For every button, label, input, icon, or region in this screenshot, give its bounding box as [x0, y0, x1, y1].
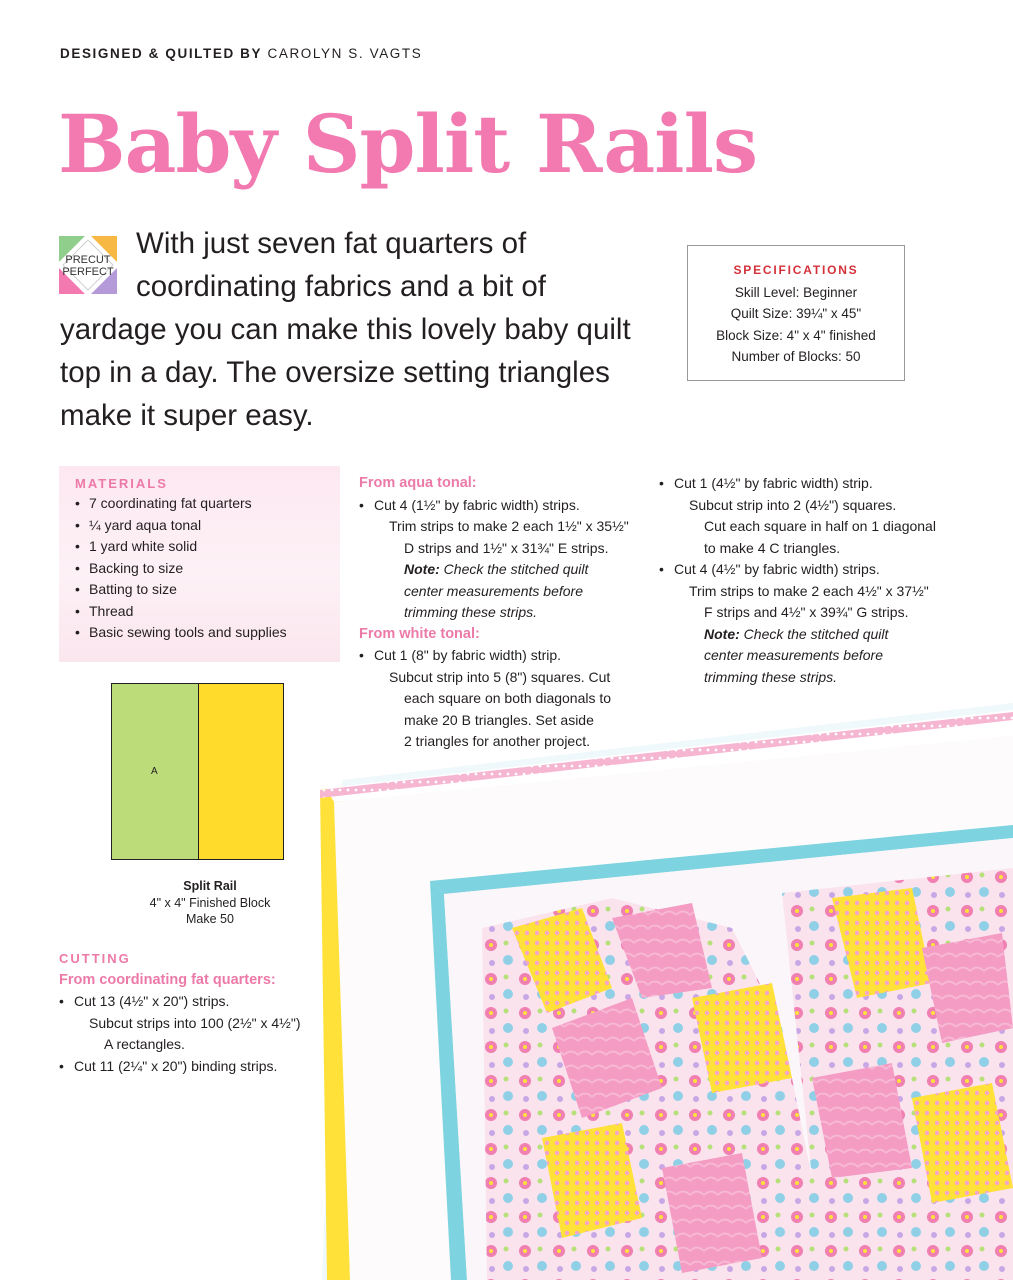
note-text: Check the stitched quilt — [443, 561, 589, 577]
col3-line-4: Trim strips to make 2 each 4½" x 37½" — [689, 582, 929, 599]
block-title: Split Rail — [183, 879, 237, 893]
aqua-note-1 — [359, 559, 659, 581]
list-item: • 1 yard white solid — [75, 536, 340, 558]
aqua-note-3: trimming these strips. — [404, 604, 538, 620]
white-line-2: each square on both diagonals to — [404, 690, 612, 706]
page-title: Baby Split Rails — [58, 97, 757, 191]
list-item: • Backing to size — [75, 558, 340, 580]
list-item: • 7 coordinating fat quarters — [75, 493, 340, 515]
designer-name: CAROLYN S. VAGTS — [267, 46, 423, 61]
specifications-box — [687, 245, 905, 381]
cutting-step-1: • Cut 13 (4½" x 20") strips. — [59, 991, 349, 1013]
note-text: Check the stitched quilt — [743, 625, 889, 642]
number-of-blocks: Number of Blocks: 50 — [731, 349, 861, 364]
aqua-line-1: Trim strips to make 2 each 1½" x 35½" — [389, 518, 629, 534]
byline — [60, 46, 422, 61]
list-item: • ¼ yard aqua tonal — [75, 515, 340, 537]
cutting-line-2: A rectangles. — [104, 1036, 185, 1052]
fat-quarters-heading: From coordinating fat quarters: — [59, 971, 276, 988]
col3-line-2: Cut each square in half on 1 diagonal — [704, 518, 936, 534]
block-count-caption: Make 50 — [186, 912, 234, 926]
col3-line-5: F strips and 4½" x 39¾" G strips. — [704, 604, 909, 620]
aqua-step-1: • Cut 4 (1½" by fabric width) strips. — [359, 495, 659, 517]
aqua-line-2: D strips and 1½" x 31¾" E strips. — [404, 539, 609, 556]
skill-level: Skill Level: Beginner — [734, 284, 858, 300]
col3-note-3: trimming these strips. — [704, 668, 838, 685]
logo-line2: PERFECT — [62, 266, 114, 278]
quilt-size: Quilt Size: 39¼" x 45" — [730, 306, 862, 321]
col3-step-1: • Cut 1 (4½" by fabric width) strip. — [659, 473, 959, 495]
specifications-heading: SPECIFICATIONS — [733, 263, 859, 277]
materials-list — [75, 493, 340, 644]
cutting-line-1: Subcut strips into 100 (2½" x 4½") — [89, 1014, 301, 1031]
cutting-section — [59, 948, 349, 1077]
rectangle-label: A — [151, 766, 158, 777]
col3-note-2: center measurements before — [704, 647, 883, 663]
list-item: • Thread — [75, 601, 340, 623]
white-step-1: • Cut 1 (8" by fabric width) strip. — [359, 645, 659, 667]
cutting-step-2: • Cut 11 (2¼" x 20") binding strips. — [59, 1056, 349, 1078]
block-size-caption: 4" x 4" Finished Block — [149, 895, 271, 910]
note-label: Note: — [704, 625, 740, 642]
list-item: • Basic sewing tools and supplies — [75, 622, 340, 644]
white-line-1: Subcut strip into 5 (8") squares. Cut — [389, 668, 611, 685]
materials-heading: MATERIALS — [75, 476, 168, 491]
cutting-heading: CUTTING — [59, 951, 131, 966]
materials-box — [59, 466, 340, 662]
byline-label: DESIGNED & QUILTED BY — [60, 46, 263, 61]
white-line-3: make 20 B triangles. Set aside — [404, 711, 594, 728]
white-heading: From white tonal: — [359, 625, 480, 642]
col3-line-3: to make 4 C triangles. — [704, 539, 841, 556]
block-caption — [110, 878, 310, 928]
col3-note-1 — [659, 624, 959, 646]
aqua-heading: From aqua tonal: — [359, 475, 477, 491]
col3-step-2: • Cut 4 (4½" by fabric width) strips. — [659, 559, 959, 581]
col3-line-1: Subcut strip into 2 (4½") squares. — [689, 496, 897, 513]
green-rectangle — [112, 684, 199, 859]
white-line-4: 2 triangles for another project. — [404, 733, 590, 749]
cutting-column-3 — [659, 473, 959, 688]
quilt-photo — [312, 698, 1013, 1280]
split-rail-block-diagram — [111, 683, 284, 860]
list-item: • Batting to size — [75, 579, 340, 601]
block-size: Block Size: 4" x 4" finished — [716, 327, 876, 343]
yellow-rectangle — [199, 684, 283, 859]
note-label: Note: — [404, 561, 440, 577]
logo-line1: PRECUT — [65, 254, 111, 266]
aqua-note-2: center measurements before — [404, 582, 583, 599]
intro-paragraph: With just seven fat quarters of coordinating fabrics and a bit of yardage you can make this lovely baby quilt top in a day. The oversize setting triangles make it super easy. — [60, 227, 631, 432]
